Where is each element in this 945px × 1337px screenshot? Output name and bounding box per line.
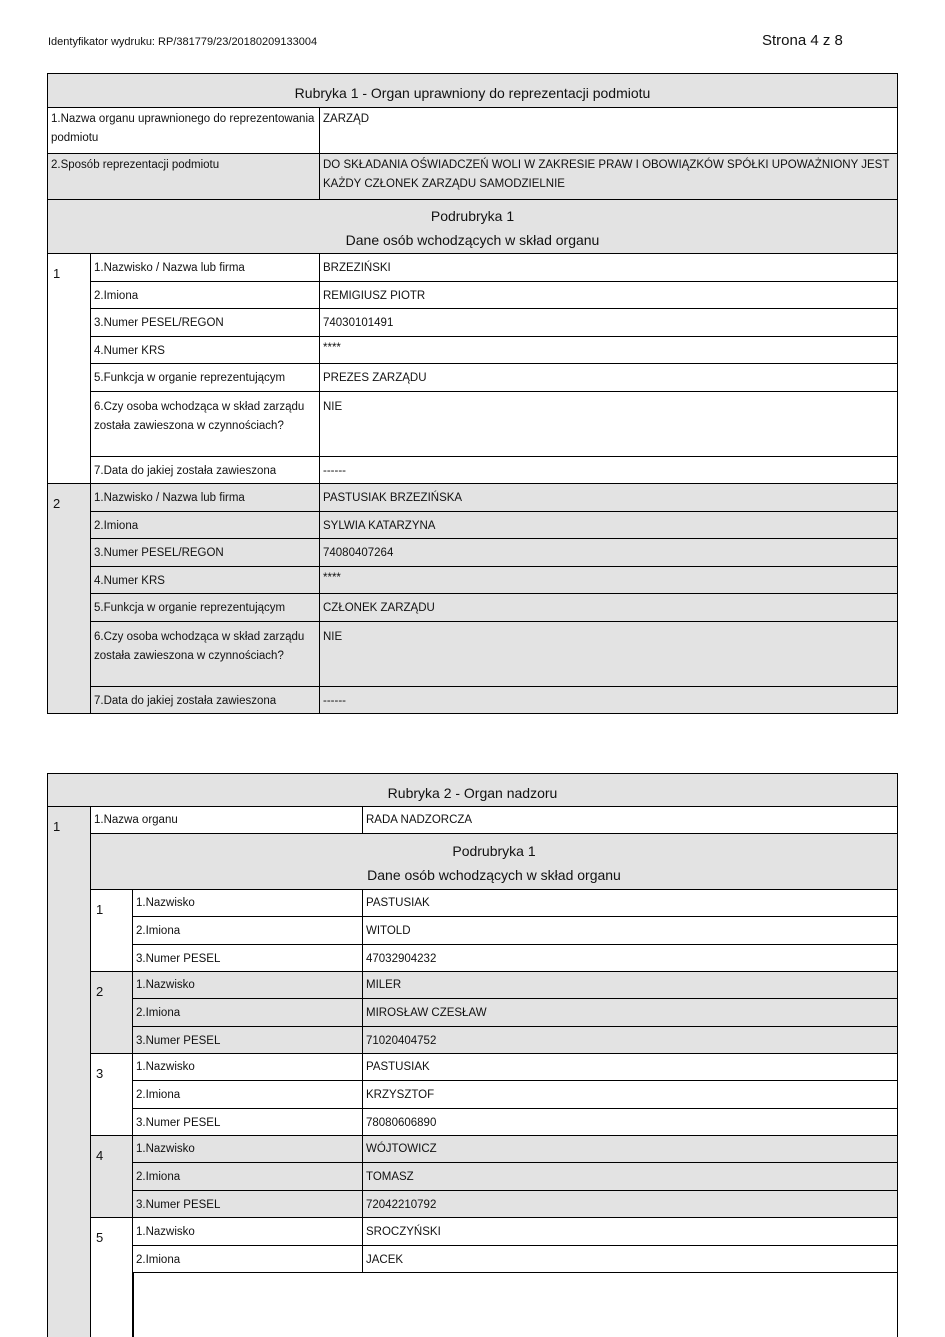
member-3-label-1: 1.Nazwisko <box>133 1054 363 1081</box>
member-5-number: 5 <box>91 1218 133 1337</box>
representation-label: 2.Sposób reprezentacji podmiotu <box>48 154 320 200</box>
person-2-value-1: PASTUSIAK BRZEZIŃSKA <box>320 484 898 512</box>
person-2-label-7: 7.Data do jakiej została zawieszona <box>91 687 320 714</box>
rubryka-2-table <box>47 773 898 1337</box>
podrubryka-1-header <box>48 200 898 254</box>
member-3-value-2: KRZYSZTOF <box>363 1081 898 1109</box>
person-1-number: 1 <box>48 254 91 484</box>
member-4-label-3: 3.Numer PESEL <box>133 1191 363 1218</box>
person-1-label-7: 7.Data do jakiej została zawieszona <box>91 457 320 484</box>
member-2-value-1: MILER <box>363 972 898 999</box>
member-2-value-3: 71020404752 <box>363 1027 898 1054</box>
person-1-value-5: PREZES ZARZĄDU <box>320 364 898 392</box>
organ-name-label: 1.Nazwa organu uprawnionego do reprezentowania podmiotu <box>48 108 320 154</box>
member-1-value-1: PASTUSIAK <box>363 890 898 917</box>
member-1-label-1: 1.Nazwisko <box>133 890 363 917</box>
person-1-label-3: 3.Numer PESEL/REGON <box>91 309 320 337</box>
person-2-value-5: CZŁONEK ZARZĄDU <box>320 594 898 622</box>
person-2-value-6: NIE <box>320 622 898 687</box>
member-4-number: 4 <box>91 1136 133 1218</box>
member-5-value-1: SROCZYŃSKI <box>363 1218 898 1246</box>
person-2-label-6: 6.Czy osoba wchodząca w skład zarządu została zawieszona w czynnościach? <box>91 622 320 687</box>
person-1-value-4: **** <box>320 337 898 364</box>
member-1-label-2: 2.Imiona <box>133 917 363 945</box>
person-1-value-7: ------ <box>320 457 898 484</box>
member-5-value-2: JACEK <box>363 1246 898 1273</box>
member-4-value-3: 72042210792 <box>363 1191 898 1218</box>
member-4-value-2: TOMASZ <box>363 1163 898 1191</box>
member-5-label-1: 1.Nazwisko <box>133 1218 363 1246</box>
podrubryka-2-header <box>91 834 898 890</box>
member-2-label-2: 2.Imiona <box>133 999 363 1027</box>
person-2-number: 2 <box>48 484 91 714</box>
organ-number: 1 <box>48 807 91 1337</box>
member-1-number: 1 <box>91 890 133 972</box>
person-2-label-4: 4.Numer KRS <box>91 567 320 594</box>
person-2-label-5: 5.Funkcja w organie reprezentującym <box>91 594 320 622</box>
organ-value: RADA NADZORCZA <box>363 807 898 834</box>
rubryka-2-title: Rubryka 2 - Organ nadzoru <box>48 774 898 807</box>
rubryka-1-table <box>47 73 898 714</box>
person-2-value-4: **** <box>320 567 898 594</box>
rubryka-1-title: Rubryka 1 - Organ uprawniony do reprezentacji podmiotu <box>48 74 898 108</box>
person-1-value-2: REMIGIUSZ PIOTR <box>320 282 898 309</box>
member-2-value-2: MIROSŁAW CZESŁAW <box>363 999 898 1027</box>
member-5-continuation <box>133 1273 898 1337</box>
person-1-label-6: 6.Czy osoba wchodząca w skład zarządu została zawieszona w czynnościach? <box>91 392 320 457</box>
person-2-label-1: 1.Nazwisko / Nazwa lub firma <box>91 484 320 512</box>
member-3-label-2: 2.Imiona <box>133 1081 363 1109</box>
member-2-number: 2 <box>91 972 133 1054</box>
member-3-number: 3 <box>91 1054 133 1136</box>
member-3-label-3: 3.Numer PESEL <box>133 1109 363 1136</box>
person-1-value-1: BRZEZIŃSKI <box>320 254 898 282</box>
member-1-value-2: WITOLD <box>363 917 898 945</box>
person-1-value-6: NIE <box>320 392 898 457</box>
organ-label: 1.Nazwa organu <box>91 807 363 834</box>
person-1-value-3: 74030101491 <box>320 309 898 337</box>
member-1-value-3: 47032904232 <box>363 945 898 972</box>
person-1-label-2: 2.Imiona <box>91 282 320 309</box>
member-5-label-2: 2.Imiona <box>133 1246 363 1273</box>
representation-value: DO SKŁADANIA OŚWIADCZEŃ WOLI W ZAKRESIE PRAW I OBOWIĄZKÓW SPÓŁKI UPOWAŻNIONY JEST KAŻDY CZŁONEK ZARZĄDU SAMODZIELNIE <box>320 154 898 200</box>
member-3-value-1: PASTUSIAK <box>363 1054 898 1081</box>
member-2-label-3: 3.Numer PESEL <box>133 1027 363 1054</box>
podrubryka-title: Podrubryka 1 <box>430 208 515 224</box>
member-3-value-3: 78080606890 <box>363 1109 898 1136</box>
organ-name-value: ZARZĄD <box>320 108 898 154</box>
person-2-value-3: 74080407264 <box>320 539 898 567</box>
member-4-label-1: 1.Nazwisko <box>133 1136 363 1163</box>
member-4-value-1: WÓJTOWICZ <box>363 1136 898 1163</box>
member-1-label-3: 3.Numer PESEL <box>133 945 363 972</box>
member-4-label-2: 2.Imiona <box>133 1163 363 1191</box>
person-2-label-3: 3.Numer PESEL/REGON <box>91 539 320 567</box>
podrubryka-subtitle: Dane osób wchodzących w skład organu <box>345 232 600 248</box>
page-number: Strona 4 z 8 <box>762 32 843 49</box>
person-2-value-7: ------ <box>320 687 898 714</box>
person-1-label-5: 5.Funkcja w organie reprezentującym <box>91 364 320 392</box>
person-2-label-2: 2.Imiona <box>91 512 320 539</box>
person-2-value-2: SYLWIA KATARZYNA <box>320 512 898 539</box>
podrubryka-2-subtitle: Dane osób wchodzących w skład organu <box>367 867 621 883</box>
podrubryka-2-title: Podrubryka 1 <box>452 843 536 859</box>
print-identifier: Identyfikator wydruku: RP/381779/23/20180209133004 <box>48 36 318 48</box>
person-1-label-4: 4.Numer KRS <box>91 337 320 364</box>
person-1-label-1: 1.Nazwisko / Nazwa lub firma <box>91 254 320 282</box>
member-2-label-1: 1.Nazwisko <box>133 972 363 999</box>
